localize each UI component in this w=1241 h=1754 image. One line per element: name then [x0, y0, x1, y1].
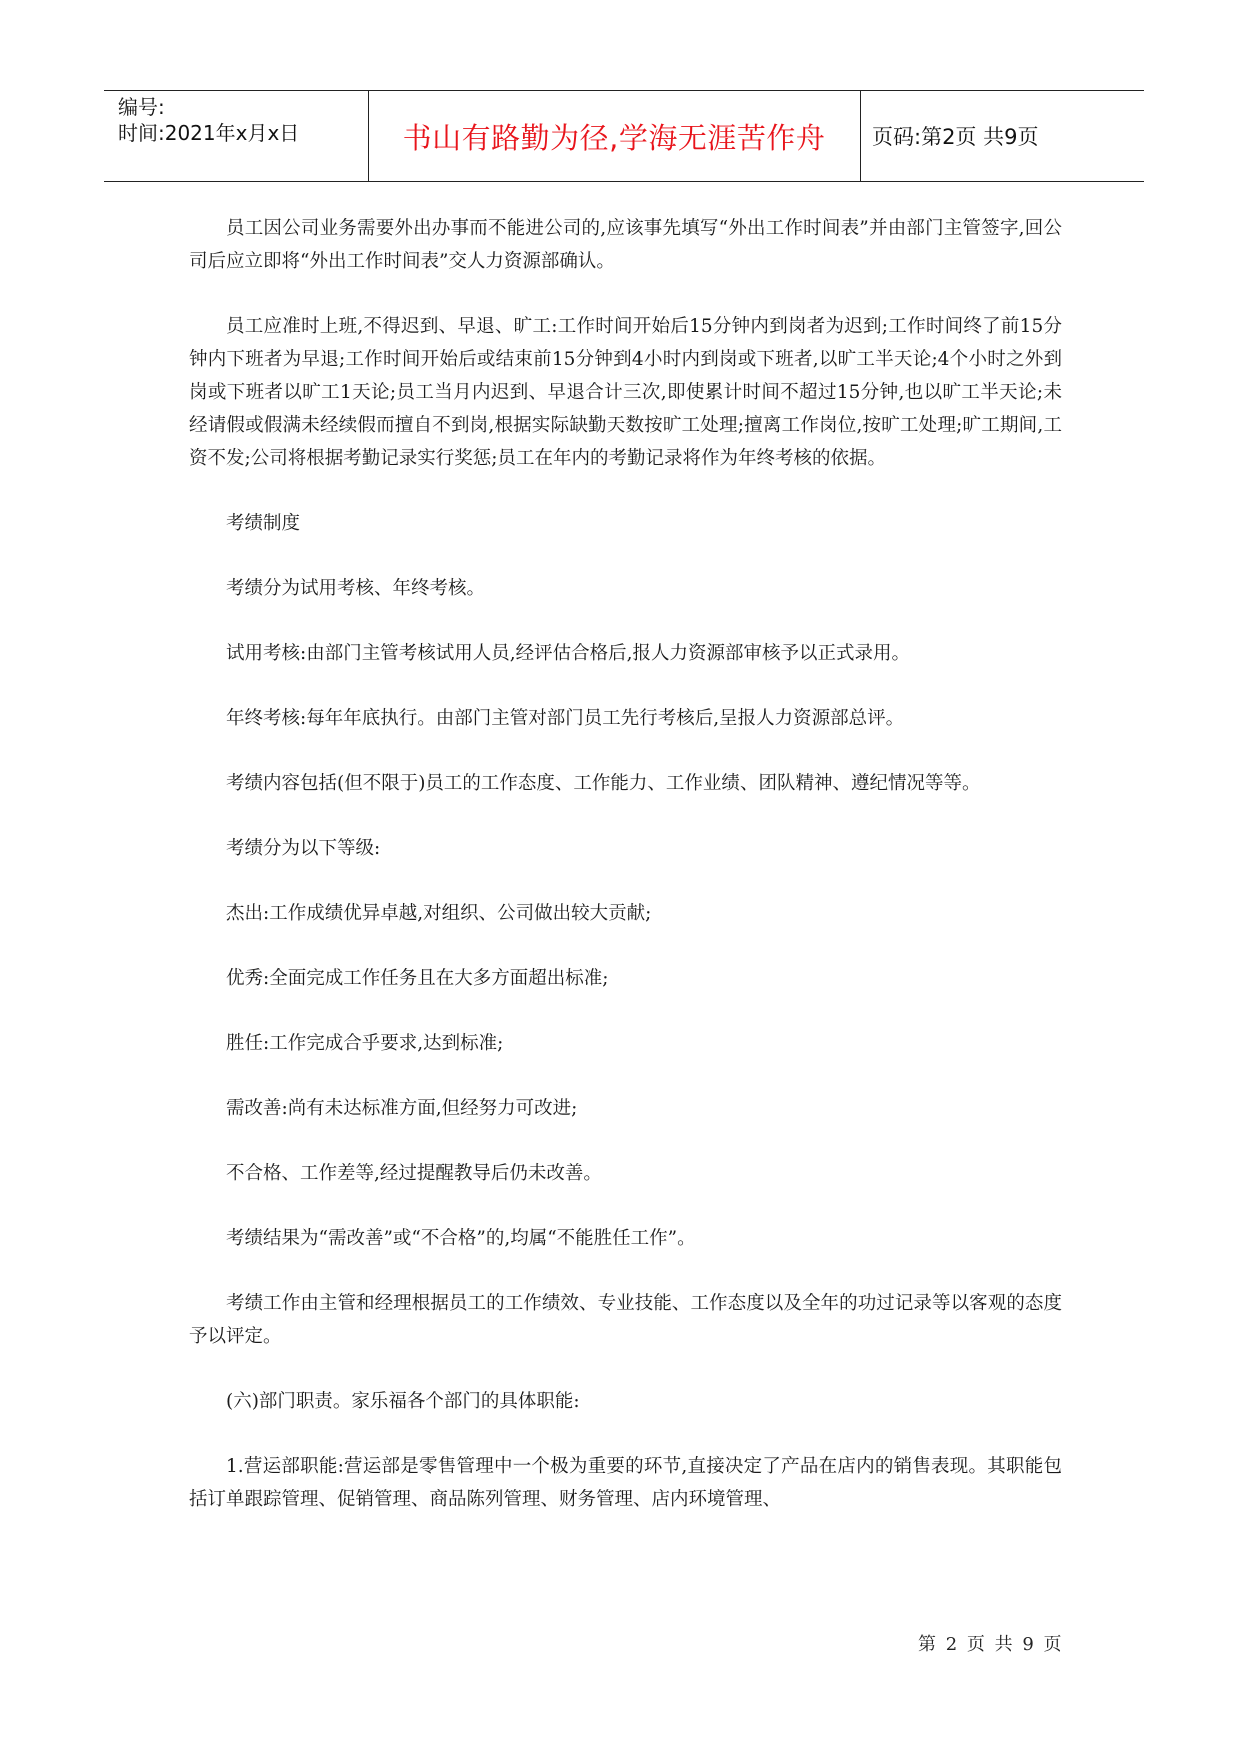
- document-time-label: 时间:2021年x月x日: [118, 121, 300, 145]
- paragraph-out-of-office: 员工因公司业务需要外出办事而不能进公司的,应该事先填写“外出工作时间表”并由部门主管签字,回公司后应立即将“外出工作时间表”交人力资源部确认。: [189, 218, 1062, 272]
- paragraph-result-note: 考绩结果为“需改善”或“不合格”的,均属“不能胜任工作”。: [226, 1228, 696, 1249]
- page-footer: 第 2 页 共 9 页: [918, 1634, 1064, 1655]
- grade-unqualified: 不合格、工作差等,经过提醒教导后仍未改善。: [226, 1163, 602, 1184]
- document-body: [189, 212, 1062, 1548]
- grade-excellent: 优秀:全面完成工作任务且在大多方面超出标准;: [226, 968, 609, 989]
- grade-competent: 胜任:工作完成合乎要求,达到标准;: [226, 1033, 504, 1054]
- paragraph-performance-content: 考绩内容包括(但不限于)员工的工作态度、工作能力、工作业绩、团队精神、遵纪情况等等。: [226, 773, 981, 794]
- paragraph-operations-dept: 1.营运部职能:营运部是零售管理中一个极为重要的环节,直接决定了产品在店内的销售表现。其职能包括订单跟踪管理、促销管理、商品陈列管理、财务管理、店内环境管理、: [189, 1456, 1062, 1510]
- paragraph-annual-review: 年终考核:每年年底执行。由部门主管对部门员工先行考核后,呈报人力资源部总评。: [226, 708, 905, 729]
- header-page-code: 页码:第2页 共9页: [872, 125, 1039, 149]
- document-number-label: 编号:: [118, 95, 165, 119]
- paragraph-grade-intro: 考绩分为以下等级:: [226, 838, 381, 859]
- paragraph-performance-types: 考绩分为试用考核、年终考核。: [226, 578, 486, 599]
- header-divider-right: [860, 91, 861, 181]
- grade-outstanding: 杰出:工作成绩优异卓越,对组织、公司做出较大贡献;: [226, 903, 652, 924]
- section-heading-department-duties: (六)部门职责。家乐福各个部门的具体职能:: [226, 1391, 580, 1412]
- paragraph-attendance-rules: 员工应准时上班,不得迟到、早退、旷工:工作时间开始后15分钟内到岗者为迟到;工作时间终了前15分钟内下班者为早退;工作时间开始后或结束前15分钟到4小时内到岗或下班者,以旷工半天论;4个小时之外到岗或下班者以旷工1天论;员工当月内迟到、早退合计三次,即使累计时间不超过15分钟,也以旷工半天论;未经请假或假满未经续假而擅自不到岗,根据实际缺勤天数按旷工处理;擅离工作岗位,按旷工处理;旷工期间,工资不发;公司将根据考勤记录实行奖惩;员工在年内的考勤记录将作为年终考核的依据。: [189, 316, 1062, 469]
- header-divider-left: [368, 91, 369, 181]
- document-header: [104, 90, 1144, 182]
- grade-needs-improvement: 需改善:尚有未达标准方面,但经努力可改进;: [226, 1098, 578, 1119]
- header-motto: 书山有路勤为径,学海无涯苦作舟: [402, 120, 826, 155]
- paragraph-probation-review: 试用考核:由部门主管考核试用人员,经评估合格后,报人力资源部审核予以正式录用。: [226, 643, 910, 664]
- header-meta: [118, 91, 368, 181]
- section-heading-performance: 考绩制度: [226, 513, 301, 534]
- paragraph-evaluation-basis: 考绩工作由主管和经理根据员工的工作绩效、专业技能、工作态度以及全年的功过记录等以客观的态度予以评定。: [189, 1293, 1062, 1347]
